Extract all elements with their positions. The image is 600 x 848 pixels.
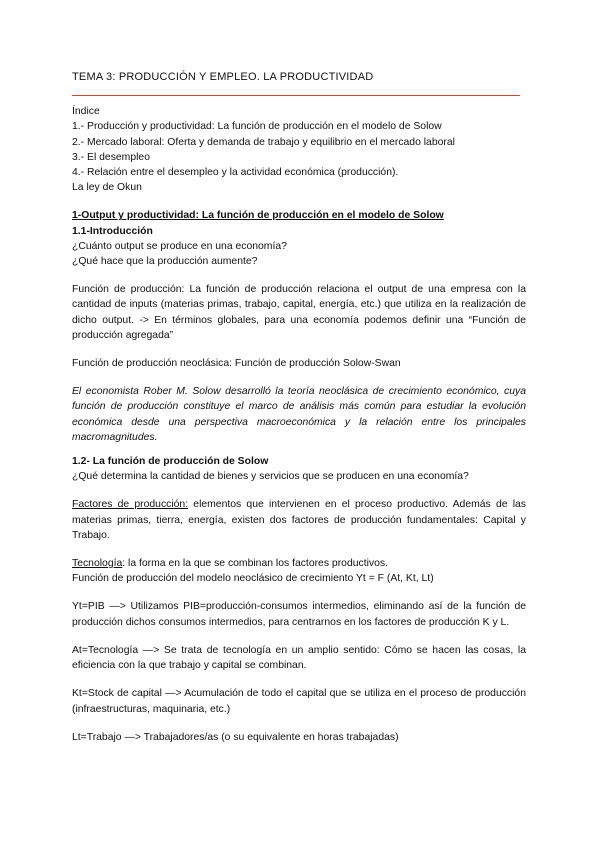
factores-label: Factores de producción: xyxy=(72,499,189,511)
index-heading: Índice xyxy=(72,106,100,118)
title-divider xyxy=(72,95,520,96)
paragraph-funcion-produccion: Función de producción: La función de producción relaciona el output de una empresa con la cantidad de inputs (materias primas, trabajo, capital, energía, etc.) que utiliza en la realización de dicho output. -> En términos globales, para una economía podemos definir una “Función de producción agregada” xyxy=(72,284,526,341)
question-1: ¿Cuánto output se produce en una economía? xyxy=(72,240,287,252)
paragraph-solow-italic: El economista Rober M. Solow desarrolló la teoría neoclásica de crecimiento económico, cuya función de producción constituye el marco de análisis más común para estudiar la evolución económica desde una perspectiva macroeconómica y la relación entre los principales macromagnitudes. xyxy=(72,386,526,443)
paragraph-lt: Lt=Trabajo —> Trabajadores/as (o su equivalente en horas trabajadas) xyxy=(72,731,399,743)
subsection-1-1-heading: 1.1-Introducción xyxy=(72,225,153,237)
tecnologia-text: : la forma en la que se combinan los factores productivos. xyxy=(122,558,388,570)
index-item-1: 1.- Producción y productividad: La función de producción en el modelo de Solow xyxy=(72,121,442,133)
subsection-1-2-heading: 1.2- La función de producción de Solow xyxy=(72,456,269,468)
factores-text: elementos que intervienen en el proceso productivo. Además de las materias primas, tierra, energía, existen dos factores de producción fundamentales: Capital y Trabajo. xyxy=(72,499,526,541)
index-item-3: 3.- El desempleo xyxy=(72,151,150,163)
paragraph-at: At=Tecnología —> Se trata de tecnología en un amplio sentido: Cómo se hacen las cosas, la eficiencia con la que trabajo y capital se combinan. xyxy=(72,644,526,672)
index-item-2: 2.- Mercado laboral: Oferta y demanda de trabajo y equilibrio en el mercado laboral xyxy=(72,136,455,148)
paragraph-yt: Yt=PIB —> Utilizamos PIB=producción-consumos intermedios, eliminando así de la función de producción dichos consumos intermedios, para centrarnos en los factores de producción K y L. xyxy=(72,601,526,628)
question-3: ¿Qué determina la cantidad de bienes y servicios que se producen en una economía? xyxy=(72,471,469,483)
paragraph-kt: Kt=Stock de capital —> Acumulación de todo el capital que se utiliza en el proceso de producción (infraestructuras, maquinaria, etc.) xyxy=(72,688,526,715)
document-title: TEMA 3: PRODUCCIÓN Y EMPLEO. LA PRODUCTIVIDAD xyxy=(72,71,374,83)
index-item-5: La ley de Okun xyxy=(72,182,142,194)
tecnologia-label: Tecnología xyxy=(72,558,123,570)
paragraph-funcion-modelo: Función de producción del modelo neoclásico de crecimiento Yt = F (At, Kt, Lt) xyxy=(72,573,434,585)
section-1-heading: 1-Output y productividad: La función de producción en el modelo de Solow xyxy=(72,210,444,222)
paragraph-tecnologia xyxy=(72,556,526,571)
question-2: ¿Qué hace que la producción aumente? xyxy=(72,256,258,268)
paragraph-funcion-neoclasica: Función de producción neoclásica: Función de producción Solow-Swan xyxy=(72,358,401,370)
paragraph-factores xyxy=(72,497,526,543)
index-item-4: 4.- Relación entre el desempleo y la actividad económica (producción). xyxy=(72,167,399,179)
document-body xyxy=(72,70,526,745)
